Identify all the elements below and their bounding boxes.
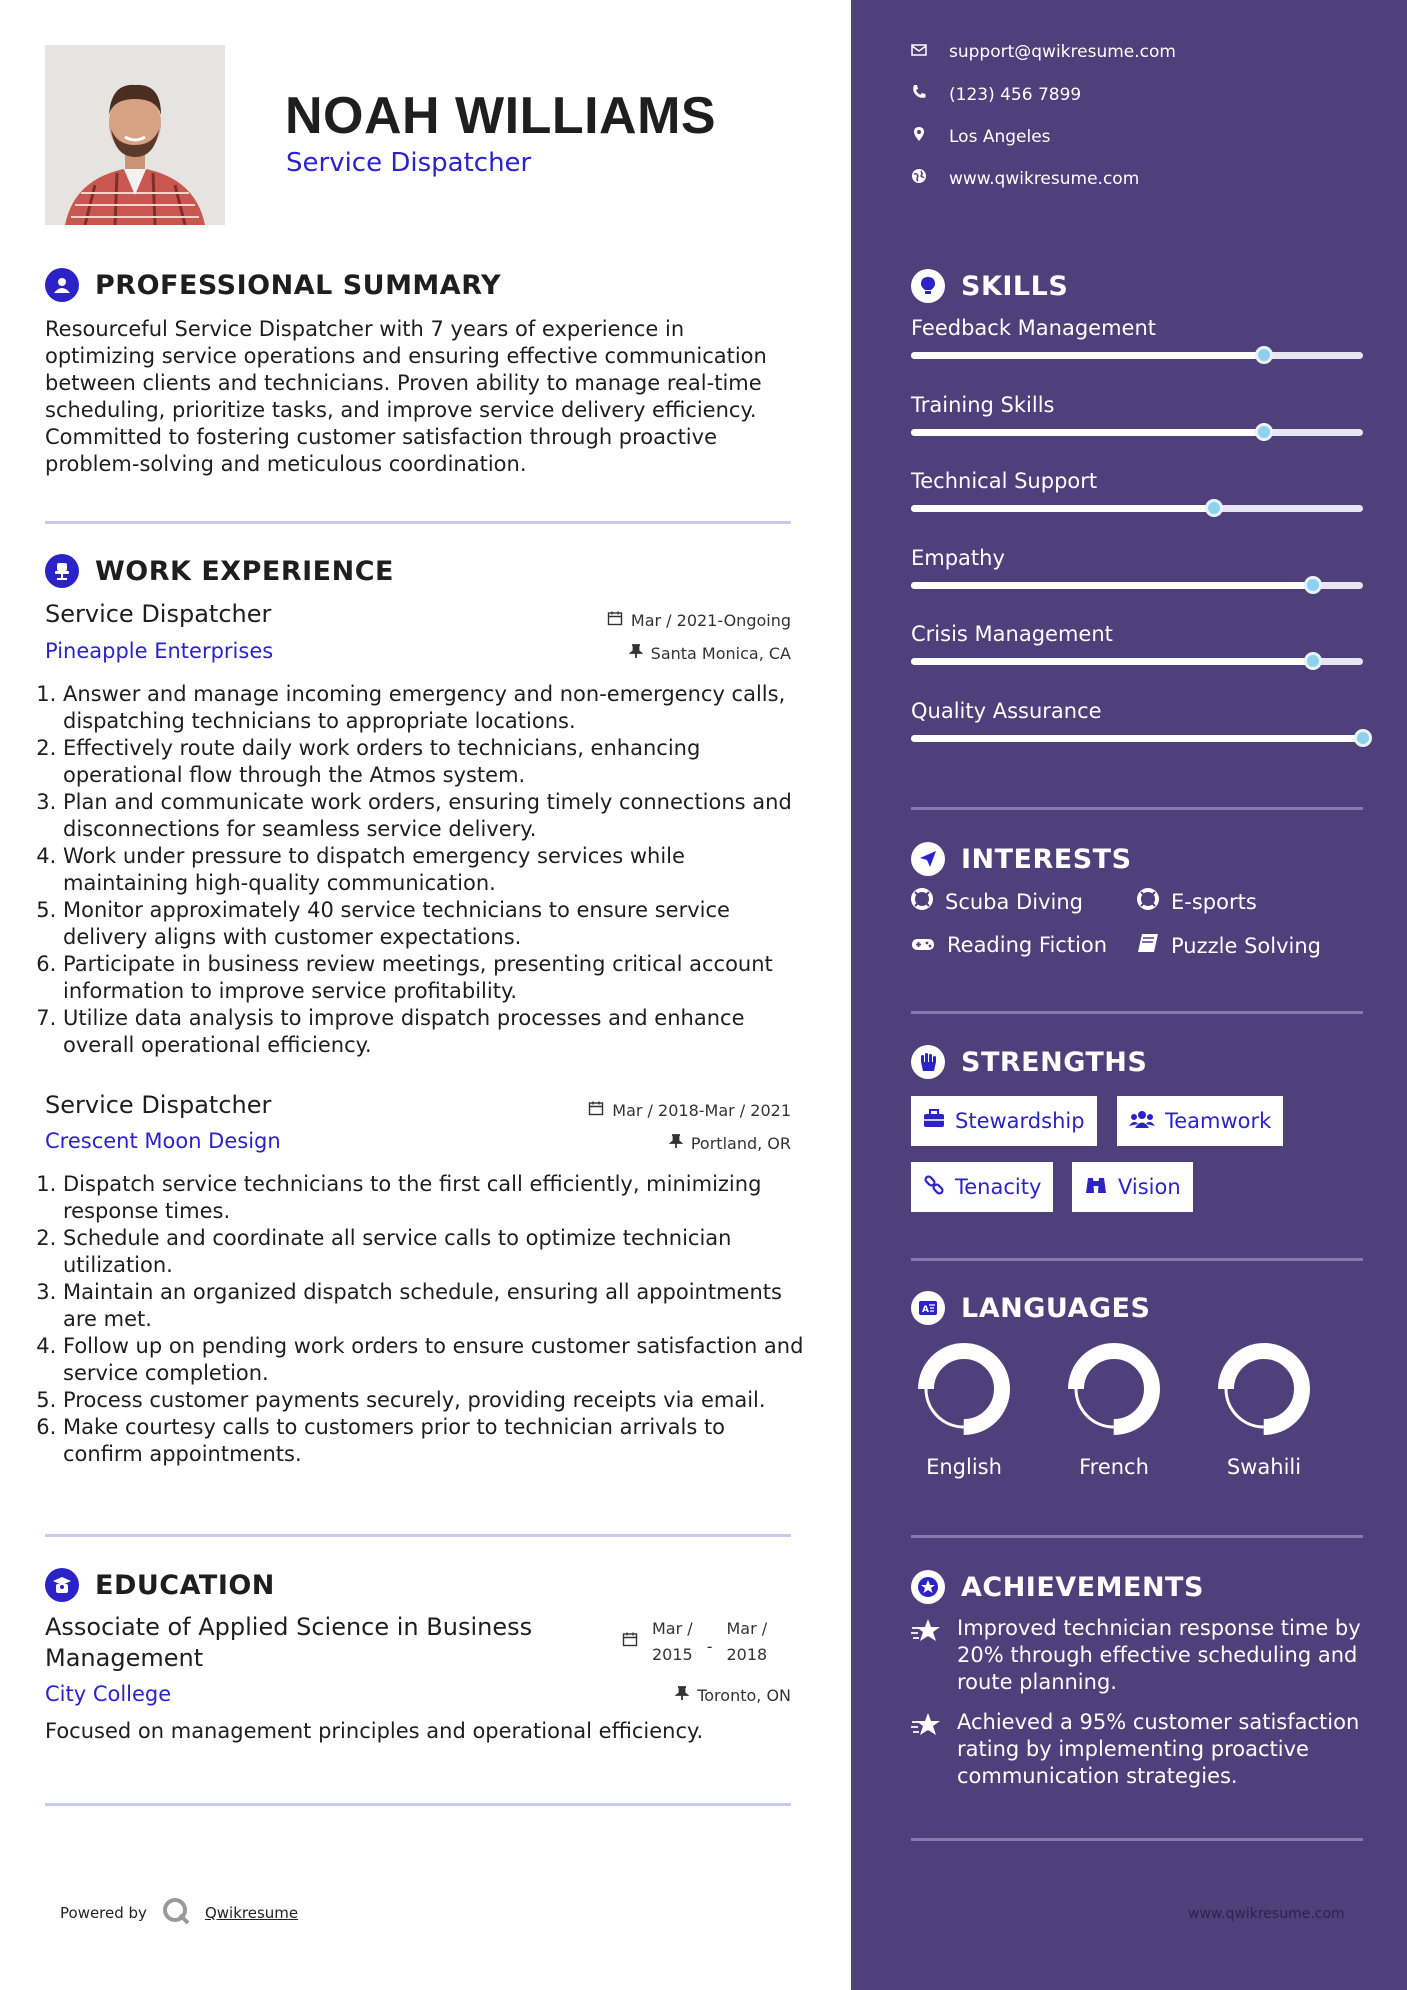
calendar-icon <box>622 1629 638 1655</box>
job-dates <box>500 1100 791 1120</box>
job-location <box>500 643 791 663</box>
duty-item: 7. Utilize data analysis to improve dispatch processes and enhance overall operational efficiency. <box>63 1005 805 1059</box>
education-location <box>560 1685 791 1705</box>
interest-item <box>1137 933 1321 958</box>
strengths-title: STRENGTHS <box>961 1046 1148 1078</box>
pin-icon <box>669 1133 683 1153</box>
job-company: Crescent Moon Design <box>45 1129 281 1153</box>
language-icon <box>911 1291 945 1325</box>
profile-photo <box>45 45 225 225</box>
strengths-heading <box>911 1045 1147 1079</box>
language-donut <box>1066 1341 1162 1437</box>
website-text: www.qwikresume.com <box>949 168 1140 189</box>
skill-bar-fill <box>911 505 1214 512</box>
skill-bar-fill <box>911 352 1264 359</box>
strength-chip <box>911 1096 1097 1146</box>
footer-site: www.qwikresume.com <box>1188 1906 1345 1922</box>
skill-name: Training Skills <box>911 392 1055 417</box>
interest-item <box>911 933 1107 957</box>
powered-by <box>60 1896 298 1930</box>
skill-bar-track <box>911 505 1363 512</box>
candidate-role: Service Dispatcher <box>286 148 532 178</box>
achievement-item <box>911 1615 1366 1696</box>
skill-name: Crisis Management <box>911 622 1113 646</box>
job-location <box>500 1133 791 1153</box>
skill-bar-track <box>911 658 1363 665</box>
strength-chip <box>911 1162 1053 1212</box>
gamepad-icon <box>911 933 935 957</box>
fist-icon <box>911 1045 945 1079</box>
achievement-text: Achieved a 95% customer satisfaction rating by implementing proactive communication strategies. <box>957 1710 1360 1788</box>
graduate-icon <box>45 1568 79 1602</box>
language-name: French <box>1079 1455 1149 1479</box>
strength-label: Tenacity <box>955 1175 1042 1199</box>
qwikresume-logo-icon <box>161 1896 191 1930</box>
email-text: support@qwikresume.com <box>949 42 1176 62</box>
duty-item: 1. Answer and manage incoming emergency and non-emergency calls, dispatching technicians to appropriate locations. <box>63 681 805 735</box>
interest-item <box>911 888 1083 915</box>
candidate-name: NOAH WILLIAMS <box>285 87 717 145</box>
education-start <box>652 1616 693 1668</box>
job-title: Service Dispatcher <box>45 600 272 628</box>
skill-name: Feedback Management <box>911 316 1157 340</box>
envelope-icon <box>911 42 927 62</box>
duty-item: 3. Plan and communicate work orders, ensuring timely connections and disconnections for seamless service delivery. <box>63 789 805 843</box>
duty-item: 5. Monitor approximately 40 service technicians to ensure service delivery aligns with customer expectations. <box>63 897 805 951</box>
users-icon <box>1129 1109 1155 1134</box>
experience-heading <box>45 554 394 588</box>
skill-item <box>911 699 1363 742</box>
skills-heading <box>911 269 1068 303</box>
achievements-title: ACHIEVEMENTS <box>961 1571 1204 1603</box>
pin-icon <box>675 1685 689 1705</box>
strength-label: Vision <box>1118 1175 1181 1199</box>
office-chair-icon <box>45 554 79 588</box>
person-photo-illustration <box>45 45 225 225</box>
job-location-text: Portland, OR <box>690 1133 791 1153</box>
duty-item: 4. Work under pressure to dispatch emergency services while maintaining high-quality communication. <box>63 843 805 897</box>
strength-label: Teamwork <box>1165 1109 1272 1133</box>
duty-item: 6. Make courtesy calls to customers prior to technician arrivals to confirm appointments. <box>63 1414 805 1468</box>
end-year: 2018 <box>726 1645 768 1664</box>
summary-heading <box>45 268 501 302</box>
divider <box>45 1803 791 1806</box>
interest-label: E-sports <box>1171 889 1257 914</box>
education-end <box>727 1616 768 1668</box>
svg-text:A: A <box>922 1305 929 1315</box>
skill-bar-fill <box>911 582 1313 589</box>
location-text: Los Angeles <box>949 126 1051 147</box>
degree: Associate of Applied Science in Business Management <box>45 1613 533 1672</box>
start-month: Mar / <box>652 1619 693 1638</box>
strength-chip <box>1117 1096 1283 1146</box>
phone-text: (123) 456 7899 <box>949 84 1082 105</box>
divider <box>911 1838 1363 1841</box>
book-icon <box>1137 933 1159 958</box>
star-badge-icon <box>911 1570 945 1604</box>
end-month: Mar / <box>726 1619 768 1638</box>
skill-bar-knob <box>1255 346 1273 364</box>
skill-name: Quality Assurance <box>911 698 1102 723</box>
education-title: EDUCATION <box>95 1569 275 1601</box>
school: City College <box>45 1682 172 1706</box>
language-item <box>1189 1341 1339 1479</box>
languages-heading <box>911 1291 1150 1325</box>
start-year: 2015 <box>652 1645 693 1664</box>
skill-bar-fill <box>911 429 1264 436</box>
interests-heading <box>911 842 1132 876</box>
skill-item <box>911 393 1363 436</box>
education-heading <box>45 1568 275 1602</box>
skill-bar-fill <box>911 658 1313 665</box>
job-company: Pineapple Enterprises <box>45 639 274 663</box>
star-icon <box>911 1618 941 1696</box>
duty-item: 2. Effectively route daily work orders to technicians, enhancing operational flow through the Atmos system. <box>63 735 805 789</box>
skill-bar-track <box>911 429 1363 436</box>
interest-label: Puzzle Solving <box>1171 933 1321 958</box>
contact-phone <box>911 84 1081 105</box>
contact-email <box>911 42 1176 62</box>
skill-bar-track <box>911 352 1363 359</box>
divider <box>911 1258 1363 1261</box>
job-dates <box>500 610 791 630</box>
user-icon <box>45 268 79 302</box>
education-dates <box>622 1616 767 1668</box>
language-donut <box>1216 1341 1312 1437</box>
interest-item <box>1137 888 1257 915</box>
location-pin-icon <box>911 126 927 147</box>
skill-item <box>911 546 1363 589</box>
divider <box>911 807 1363 810</box>
job-dates-text: Mar / 2021-Ongoing <box>630 610 791 630</box>
divider <box>911 1535 1363 1538</box>
skill-bar-knob <box>1255 423 1273 441</box>
language-item <box>889 1341 1039 1479</box>
skill-bar-knob <box>1304 576 1322 594</box>
strength-label: Stewardship <box>955 1109 1085 1133</box>
calendar-icon <box>588 1100 604 1120</box>
skills-title: SKILLS <box>961 270 1069 302</box>
job-duties <box>45 1171 805 1468</box>
skill-bar-fill <box>911 735 1363 742</box>
language-item <box>1039 1341 1189 1479</box>
education-description: Focused on management principles and operational efficiency. <box>45 1719 704 1743</box>
divider <box>911 1011 1363 1014</box>
skill-bar-track <box>911 582 1363 589</box>
job-duties <box>45 681 805 1059</box>
lightbulb-icon <box>911 269 945 303</box>
phone-icon <box>911 84 927 105</box>
globe-icon <box>911 168 927 189</box>
qwikresume-link[interactable]: Qwikresume <box>204 1904 299 1922</box>
achievements-heading <box>911 1570 1204 1604</box>
skill-item <box>911 469 1363 512</box>
duty-item: 5. Process customer payments securely, providing receipts via email. <box>63 1387 805 1414</box>
education-location-text: Toronto, ON <box>697 1685 791 1705</box>
pin-icon <box>629 643 643 663</box>
contact-location <box>911 126 1051 147</box>
briefcase-icon <box>923 1109 945 1134</box>
duty-item: 4. Follow up on pending work orders to ensure customer satisfaction and service completion. <box>63 1333 805 1387</box>
duty-item: 3. Maintain an organized dispatch schedule, ensuring all appointments are met. <box>63 1279 805 1333</box>
skill-bar-track <box>911 735 1363 742</box>
life-ring-icon <box>1137 888 1159 915</box>
life-ring-icon <box>911 888 933 915</box>
interest-label: Reading Fiction <box>947 933 1108 957</box>
language-name: Swahili <box>1226 1455 1302 1479</box>
paper-plane-icon <box>911 842 945 876</box>
skill-item <box>911 316 1363 359</box>
contact-website <box>911 168 1139 189</box>
languages-title: LANGUAGES <box>961 1292 1151 1324</box>
link-icon <box>923 1174 945 1201</box>
interest-label: Scuba Diving <box>945 889 1083 914</box>
skill-bar-knob <box>1205 499 1223 517</box>
job-title: Service Dispatcher <box>45 1091 272 1119</box>
strength-chip <box>1072 1162 1193 1212</box>
summary-text: Resourceful Service Dispatcher with 7 years of experience in optimizing service operations and ensuring effective communication between clients and technicians. Proven ability to manage real-time scheduling, prioritize tasks, and improve service delivery efficiency. Committed to fostering customer satisfaction through proactive problem-solving and meticulous coordination. <box>45 317 767 476</box>
divider <box>45 521 791 524</box>
date-separator: - <box>706 1637 713 1656</box>
calendar-icon <box>607 610 623 630</box>
duty-item: 6. Participate in business review meetings, presenting critical account information to improve service profitability. <box>63 951 805 1005</box>
interests-title: INTERESTS <box>961 843 1132 875</box>
star-icon <box>911 1712 941 1790</box>
duty-item: 1. Dispatch service technicians to the first call efficiently, minimizing response times. <box>63 1171 805 1225</box>
skill-name: Technical Support <box>911 469 1098 493</box>
achievement-item <box>911 1709 1366 1790</box>
skill-bar-knob <box>1354 729 1372 747</box>
summary-title: PROFESSIONAL SUMMARY <box>95 269 502 301</box>
job-location-text: Santa Monica, CA <box>650 643 791 663</box>
language-name: English <box>926 1455 1002 1479</box>
duty-item: 2. Schedule and coordinate all service calls to optimize technician utilization. <box>63 1225 805 1279</box>
experience-title: WORK EXPERIENCE <box>95 555 394 587</box>
binoculars-icon <box>1084 1175 1108 1200</box>
skill-name: Empathy <box>911 545 1005 570</box>
achievement-text: Improved technician response time by 20% through effective scheduling and route planning. <box>957 1616 1361 1694</box>
skill-item <box>911 622 1363 665</box>
powered-by-text: Powered by <box>60 1904 147 1922</box>
job-dates-text: Mar / 2018-Mar / 2021 <box>612 1100 791 1120</box>
divider <box>45 1534 791 1537</box>
language-donut <box>916 1341 1012 1437</box>
